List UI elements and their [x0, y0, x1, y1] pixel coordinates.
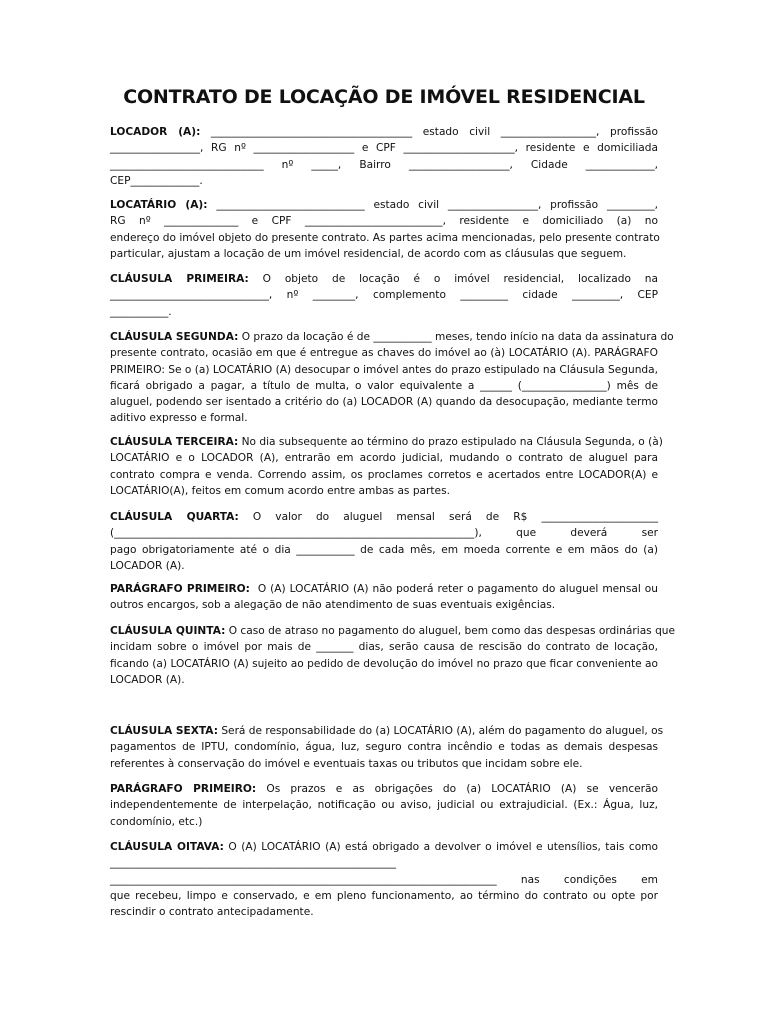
text-line: endereço do imóvel objeto do presente contrato. As partes acima mencionadas, pelo presente contrato [110, 231, 660, 244]
text-line: ficando (a) LOCATÁRIO (A) sujeito ao pedido de devolução do imóvel no prazo que ficar conveniente ao [110, 657, 658, 670]
text-line: PARÁGRAFO PRIMEIRO: Os prazos e as obrigações do (a) LOCATÁRIO (A) se vencerão [110, 783, 659, 795]
text-line: _____________________________ nº _____, Bairro ___________________, Cidade _____________, [110, 158, 658, 171]
paragraph-locatario [110, 197, 658, 262]
text-line: CLÁUSULA QUINTA: O caso de atraso no pagamento do aluguel, bem como das despesas ordinárias que [110, 625, 676, 637]
text-line: CLÁUSULA TERCEIRA: No dia subsequente ao término do prazo estipulado na Cláusula Segunda, o (à) [110, 436, 663, 448]
text-line: (____________________________________________________________________), que deverá ser [110, 527, 658, 540]
text-line: referentes à conservação do imóvel e eventuais taxas ou tributos que incidam sobre ele. [110, 757, 583, 770]
text-line: incidam sobre o imóvel por mais de _______ dias, serão causa de rescisão do contrato de locação, [110, 641, 658, 654]
paragraph-clausula-primeira [110, 271, 658, 320]
text-line: PARÁGRAFO PRIMEIRO: O (A) LOCATÁRIO (A) não poderá reter o pagamento do aluguel mensal ou [110, 583, 658, 595]
text-line: CLÁUSULA SEGUNDA: O prazo da locação é de ___________ meses, tendo início na data da assinatura do [110, 331, 674, 343]
paragraph-clausula-segunda [110, 329, 674, 427]
text-line: LOCATÁRIO(A), feitos em comum acordo entre ambas as partes. [110, 484, 450, 497]
text-line: independentemente de interpelação, notificação ou aviso, judicial ou extrajudicial. (Ex.: Água, luz, [110, 799, 658, 812]
text-line: CLÁUSULA SEXTA: Será de responsabilidade do (a) LOCATÁRIO (A), além do pagamento do aluguel, os [110, 725, 664, 737]
text-line: PRIMEIRO: Se o (a) LOCATÁRIO (A) desocupar o imóvel antes do prazo estipulado na Cláusula Segunda, [110, 363, 658, 376]
text-line: ______________________________, nº ________, complemento _________ cidade _________, CEP [110, 289, 658, 302]
paragraph-clausula-oitava [110, 839, 658, 920]
text-line: LOCATÁRIO e o LOCADOR (A), entrarão em acordo judicial, mudando o contrato de aluguel para [110, 452, 658, 465]
text-line: CEP_____________. [110, 174, 203, 187]
text-line: RG nº ______________ e CPF __________________________, residente e domiciliado (a) no [110, 215, 658, 228]
text-line: CLÁUSULA QUARTA: O valor do aluguel mensal será de R$ ______________________ [110, 511, 658, 523]
paragraph-paragrafo-primeiro-2 [110, 781, 658, 830]
text-line: ficará obrigado a pagar, a título de multa, o valor equivalente a ______ (________________) mês de [110, 379, 658, 392]
text-line: particular, ajustam a locação de um imóvel residencial, de acordo com as cláusulas que seguem. [110, 247, 627, 260]
paragraph-clausula-sexta [110, 723, 664, 772]
text-line: ______________________________________________________ [110, 857, 397, 870]
paragraph-clausula-quinta [110, 623, 676, 688]
text-line: _________________, RG nº ___________________ e CPF _____________________, residente e domiciliada [110, 142, 658, 155]
paragraph-clausula-terceira [110, 434, 663, 499]
text-line: LOCADOR (A). [110, 673, 185, 686]
text-line: pago obrigatoriamente até o dia ___________ de cada mês, em moeda corrente e em mãos do (a) [110, 543, 658, 556]
text-line: LOCATÁRIO (A): ____________________________ estado civil _________________, profissão _________, [110, 199, 659, 211]
text-line: aditivo expresso e formal. [110, 412, 248, 425]
text-line: outros encargos, sob a alegação de não atendimento de suas eventuais exigências. [110, 599, 556, 612]
text-line: CLÁUSULA OITAVA: O (A) LOCATÁRIO (A) está obrigado a devolver o imóvel e utensílios, tais como [110, 841, 658, 853]
paragraph-locador [110, 124, 658, 189]
text-line: condomínio, etc.) [110, 815, 203, 828]
text-line: presente contrato, ocasião em que é entregue as chaves do imóvel ao (à) LOCATÁRIO (A). PARÁGRAFO [110, 347, 658, 360]
paragraph-paragrafo-primeiro [110, 581, 658, 614]
text-line: pagamentos de IPTU, condomínio, água, luz, seguro contra incêndio e todas as demais despesas [110, 741, 658, 754]
document-title: CONTRATO DE LOCAÇÃO DE IMÓVEL RESIDENCIAL [123, 86, 645, 108]
text-line: LOCADOR (A): ______________________________________ estado civil __________________, profissão [110, 126, 658, 138]
text-line: CLÁUSULA PRIMEIRA: O objeto de locação é o imóvel residencial, localizado na [110, 273, 658, 285]
paragraph-clausula-quarta [110, 509, 658, 574]
text-line: LOCADOR (A). [110, 559, 185, 572]
text-line: rescindir o contrato antecipadamente. [110, 906, 314, 919]
text-line: que recebeu, limpo e conservado, e em pleno funcionamento, ao término do contrato ou opte por [110, 889, 658, 902]
text-line: aluguel, podendo ser isentado a critério do (a) LOCADOR (A) quando da desocupação, mediante termo [110, 396, 658, 409]
text-line: ___________. [110, 305, 172, 318]
text-line: _________________________________________________________________________ nas condições em [110, 873, 658, 886]
text-line: contrato compra e venda. Correndo assim, os proclames corretos e acertados entre LOCADOR(A) e [110, 468, 658, 481]
